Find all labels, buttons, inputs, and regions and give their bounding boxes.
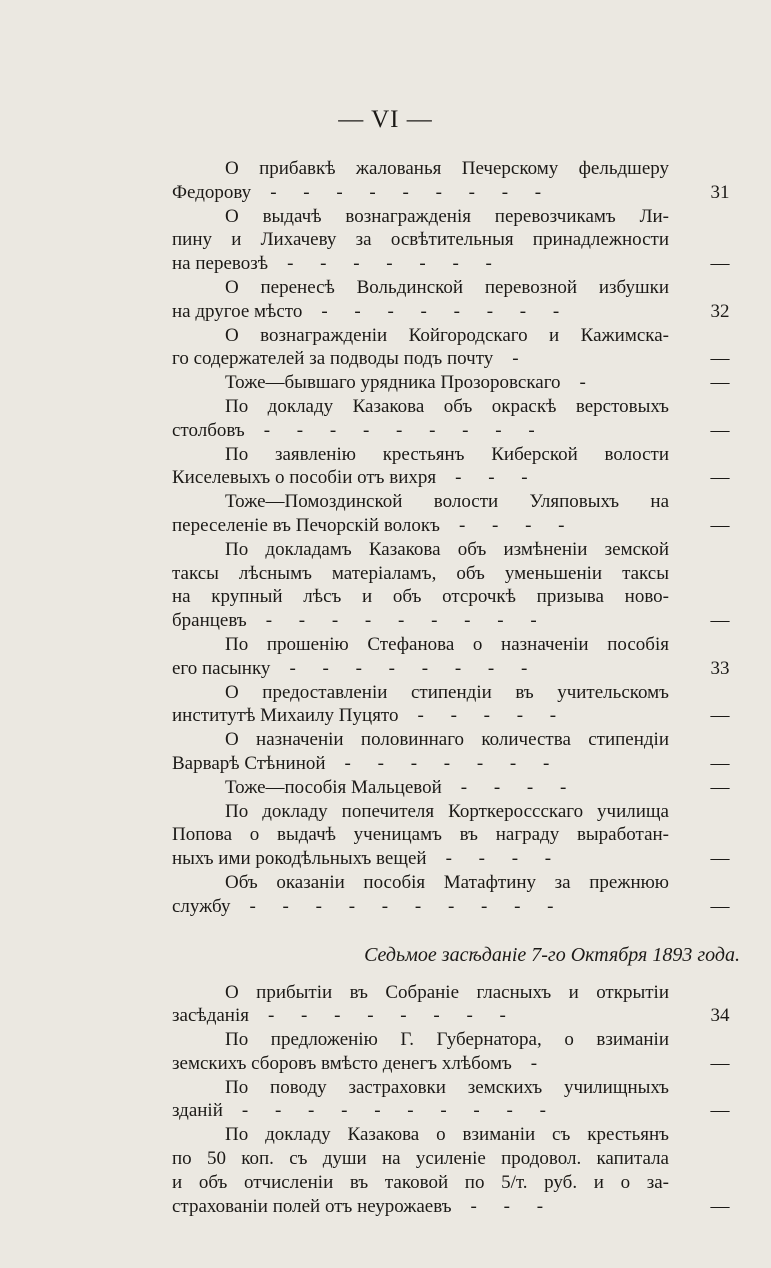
entry-text-line: Тоже—Помоздинской волости Уляповыхъ на	[225, 491, 669, 513]
entry-last-line	[172, 1052, 669, 1076]
page-ref: —	[710, 848, 730, 870]
page-ref: —	[710, 1100, 730, 1122]
entry-text-line: О назначеніи половиннаго количества стипендіи	[225, 729, 669, 751]
page-ref: —	[710, 467, 730, 489]
entry-text-line: По заявленію крестьянъ Киберской волости	[225, 443, 669, 465]
entry-text-line: О выдачѣ вознагражденія перевозчикамъ Ли-	[225, 205, 669, 227]
entry-last-line	[172, 252, 669, 276]
page-ref: —	[710, 895, 730, 917]
entry-last-line	[172, 609, 669, 633]
leader-dots: - - - - - - -	[287, 253, 503, 275]
toc-entry	[172, 395, 742, 443]
entry-last-line	[172, 371, 669, 395]
toc-entry	[172, 800, 742, 871]
entry-text-line: По докладу Казакова объ окраскѣ верстовыхъ	[225, 395, 669, 417]
table-of-contents	[172, 157, 742, 1218]
entry-text: переселеніе въ Печорскій волокъ	[172, 514, 440, 536]
entry-text: зданій	[172, 1100, 223, 1122]
toc-entry	[172, 1123, 742, 1218]
entry-last-line	[172, 895, 669, 919]
entry-text: ныхъ ими рокодѣльныхъ вещей	[172, 848, 427, 870]
toc-entry	[172, 728, 742, 776]
entry-text-line: на крупный лѣсъ и объ отсрочкѣ призыва ново-	[172, 586, 669, 608]
entry-text-line: О прибытіи въ Собраніе гласныхъ и открытіи	[225, 981, 669, 1003]
page-ref: —	[710, 1052, 730, 1074]
entry-last-line	[172, 847, 669, 871]
entry-text: земскихъ сборовъ вмѣсто денегъ хлѣбомъ	[172, 1052, 512, 1074]
toc-entry	[172, 776, 742, 800]
toc-entry	[172, 681, 742, 729]
entries-group-b	[172, 981, 742, 1219]
leader-dots: - - - -	[458, 514, 576, 536]
leader-dots: - - - - - - -	[344, 752, 561, 774]
leader-dots: - - - - - - - - -	[263, 419, 546, 441]
leader-dots: - - - -	[460, 776, 578, 798]
page-ref: —	[710, 776, 730, 798]
entry-text-line: таксы лѣснымъ матеріаламъ, объ уменьшеніи таксы	[172, 562, 669, 584]
entry-text: на другое мѣсто	[172, 300, 303, 322]
leader-dots: - - - - - - - -	[321, 300, 571, 322]
page-ref: —	[710, 348, 730, 370]
page-ref: —	[710, 253, 730, 275]
page-number: — VI —	[338, 106, 433, 133]
leader-dots: - - - -	[445, 848, 563, 870]
toc-entry	[172, 490, 742, 538]
toc-entry	[172, 443, 742, 491]
entry-text-line: О перенесѣ Вольдинской перевозной избушки	[225, 276, 669, 298]
section-title: Седьмое засѣданіе 7-го Октября 1893 года.	[364, 943, 740, 966]
entry-text: его пасынку	[172, 657, 271, 679]
entry-text: го содержателей за подводы подъ почту	[172, 348, 494, 370]
toc-entry	[172, 538, 742, 633]
entry-text-line: По поводу застраховки земскихъ училищныхъ	[225, 1076, 669, 1098]
page-ref: —	[710, 705, 730, 727]
entry-last-line	[172, 181, 669, 205]
entry-text-line: Попова о выдачѣ ученицамъ въ награду выработан-	[172, 824, 669, 846]
entry-text: Киселевыхъ о пособіи отъ вихря	[172, 467, 437, 489]
page-ref: —	[710, 372, 730, 394]
entry-text: Варварѣ Стѣниной	[172, 752, 326, 774]
entry-text-line: О прибавкѣ жалованья Печерскому фельдшеру	[225, 158, 669, 179]
entry-text-line: О вознагражденіи Койгородскаго и Кажимска-	[225, 324, 669, 346]
leader-dots: - - - - - - - - -	[270, 181, 553, 203]
entry-text: Тоже—пособія Мальцевой	[225, 776, 442, 798]
entry-last-line	[172, 752, 669, 776]
page-ref: 33	[710, 657, 730, 679]
entry-last-line	[172, 776, 669, 800]
leader-dots: - - -	[470, 1195, 555, 1217]
entry-text-line: пину и Лихачеву за освѣтительныя принадлежности	[172, 229, 669, 251]
leader-dots: - - - - - - - - - -	[249, 895, 565, 917]
page-ref: 32	[710, 300, 730, 322]
leader-dots: -	[512, 348, 530, 370]
page-ref: —	[710, 419, 730, 441]
entry-last-line	[172, 1004, 669, 1028]
page-ref: 31	[710, 181, 730, 203]
entry-text: бранцевъ	[172, 610, 247, 632]
entry-text: на перевозѣ	[172, 253, 269, 275]
entry-text-line: и объ отчисленіи въ таковой по 5/т. руб. и о за-	[172, 1171, 669, 1193]
entry-text: службу	[172, 895, 231, 917]
toc-entry	[172, 276, 742, 324]
entry-last-line	[172, 466, 669, 490]
page-ref: —	[710, 752, 730, 774]
entry-text: Федорову	[172, 181, 252, 203]
toc-entry	[172, 324, 742, 372]
entry-last-line	[172, 300, 669, 324]
toc-entry	[172, 633, 742, 681]
entry-text-line: По докладу попечителя Корткероссскаго училища	[225, 800, 669, 822]
leader-dots: -	[579, 372, 597, 394]
page-ref: —	[710, 610, 730, 632]
entry-last-line	[172, 1195, 669, 1219]
toc-entry	[172, 871, 742, 919]
entry-last-line	[172, 704, 669, 728]
leader-dots: - - -	[455, 467, 539, 489]
toc-entry	[172, 371, 742, 395]
entry-text-line: Объ оказаніи пособія Матафтину за прежнюю	[225, 871, 669, 893]
entry-text: институтѣ Михаилу Пуцято	[172, 705, 399, 727]
entry-text-line: По предложенію Г. Губернатора, о взиманіи	[225, 1029, 669, 1051]
page-ref: —	[710, 1195, 730, 1217]
leader-dots: - - - - - - - -	[267, 1005, 517, 1027]
entry-last-line	[172, 657, 669, 681]
entry-text-line: по 50 коп. съ души на усиленіе продовол. капитала	[172, 1148, 669, 1170]
entries-group-a	[172, 157, 742, 919]
entry-text: Тоже—бывшаго урядника Прозоровскаго	[225, 372, 561, 394]
toc-entry	[172, 1028, 742, 1076]
entry-last-line	[172, 347, 669, 371]
entry-text-line: По докладу Казакова о взиманіи съ крестьянъ	[225, 1124, 669, 1146]
entry-text-line: По докладамъ Казакова объ измѣненіи земской	[225, 538, 669, 560]
leader-dots: - - - - - - - - - -	[241, 1100, 557, 1122]
entry-text: страхованіи полей отъ неурожаевъ	[172, 1195, 452, 1217]
entry-last-line	[172, 514, 669, 538]
toc-entry	[172, 157, 742, 205]
leader-dots: -	[530, 1052, 549, 1074]
entry-text: столбовъ	[172, 419, 245, 441]
leader-dots: - - - - - - - - -	[265, 610, 548, 632]
page-ref: —	[710, 514, 730, 536]
entry-text: засѣданія	[172, 1005, 249, 1027]
leader-dots: - - - - -	[417, 705, 568, 727]
page-ref: 34	[710, 1005, 730, 1027]
toc-entry	[172, 205, 742, 276]
toc-entry	[172, 1076, 742, 1124]
entry-last-line	[172, 419, 669, 443]
entry-text-line: О предоставленіи стипендіи въ учительскомъ	[225, 681, 669, 703]
entry-last-line	[172, 1099, 669, 1123]
entry-text-line: По прошенію Стефанова о назначеніи пособія	[225, 633, 669, 655]
toc-entry	[172, 981, 742, 1029]
leader-dots: - - - - - - - -	[289, 657, 539, 679]
